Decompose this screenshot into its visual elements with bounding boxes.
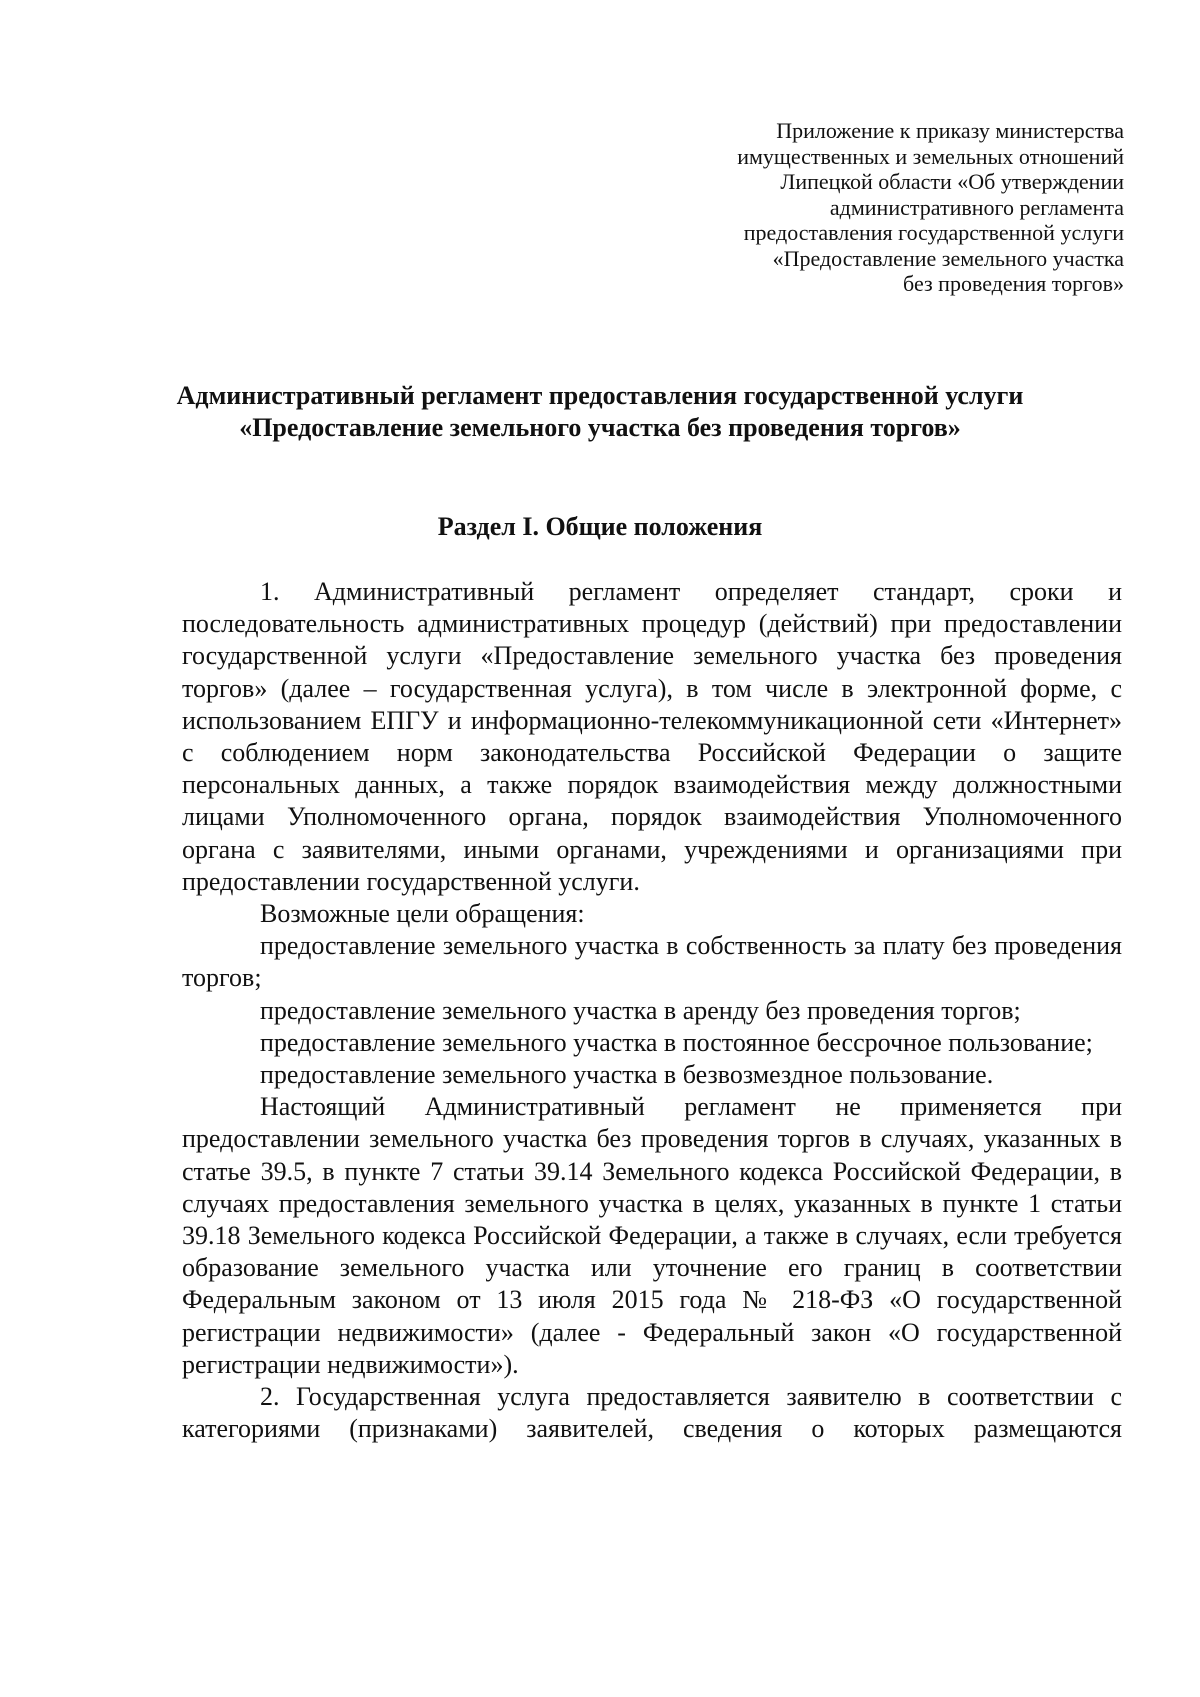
- paragraph-exclusions: Настоящий Административный регламент не применяется при предоставлении земельного участка без проведения торгов в случаях, указанных в статье 39.5, в пункте 7 статьи 39.14 Земельного кодекса Российской Федерации, в случаях предоставления земельного участка в целях, указанных в пункте 1 статьи 39.18 Земельного кодекса Российской Федерации, а также в случаях, если требуется образование земельного участка или уточнение его границ в соответствии Федеральным законом от 13 июля 2015 года № 218-ФЗ «О государственной регистрации недвижимости» (далее - Федеральный закон «О государственной регистрации недвижимости»).: [182, 1092, 1122, 1379]
- appendix-line: административного регламента: [829, 194, 1124, 220]
- document-title: [100, 380, 1100, 444]
- appendix-line: имущественных и земельных отношений: [737, 143, 1124, 169]
- paragraph-goal-free-use: предоставление земельного участка в безвозмездное пользование.: [260, 1060, 994, 1090]
- paragraph-goal-lease: предоставление земельного участка в аренду без проведения торгов;: [260, 995, 1021, 1025]
- document-body: [182, 576, 1122, 1445]
- appendix-line: без проведения торгов»: [903, 271, 1124, 296]
- section-heading: Раздел I. Общие положения: [437, 512, 763, 541]
- paragraph-goal-permanent-use: предоставление земельного участка в постоянное бессрочное пользование;: [260, 1027, 1093, 1057]
- paragraph-2: 2. Государственная услуга предоставляется заявителю в соответствии с категориями (признаками) заявителей, сведения о которых размещаются: [182, 1382, 1122, 1444]
- document-title-line-1: Административный регламент предоставления государственной услуги: [176, 381, 1024, 410]
- paragraph-goals-intro: Возможные цели обращения:: [260, 899, 585, 929]
- document-title-line-2: «Предоставление земельного участка без проведения торгов»: [239, 413, 961, 442]
- paragraph-1: 1. Административный регламент определяет стандарт, сроки и последовательность административных процедур (действий) при предоставлении государственной услуги «Предоставление земельного участка без проведения торгов» (далее – государственная услуга), в том числе в электронной форме, с использованием ЕПГУ и информационно-телекоммуникационной сети «Интернет» с соблюдением норм законодательства Российской Федерации о защите персональных данных, а также порядок взаимодействия между должностными лицами Уполномоченного органа, порядок взаимодействия Уполномоченного органа с заявителями, иными органами, учреждениями и организациями при предоставлении государственной услуги.: [182, 577, 1122, 896]
- appendix-line: «Предоставление земельного участка: [772, 245, 1124, 271]
- appendix-note: [604, 118, 1124, 297]
- paragraph-goal-ownership: предоставление земельного участка в собственность за плату без проведения торгов;: [182, 931, 1122, 993]
- appendix-line: Приложение к приказу министерства: [776, 118, 1124, 143]
- appendix-line: предоставления государственной услуги: [743, 220, 1124, 245]
- appendix-line: Липецкой области «Об утверждении: [780, 169, 1124, 194]
